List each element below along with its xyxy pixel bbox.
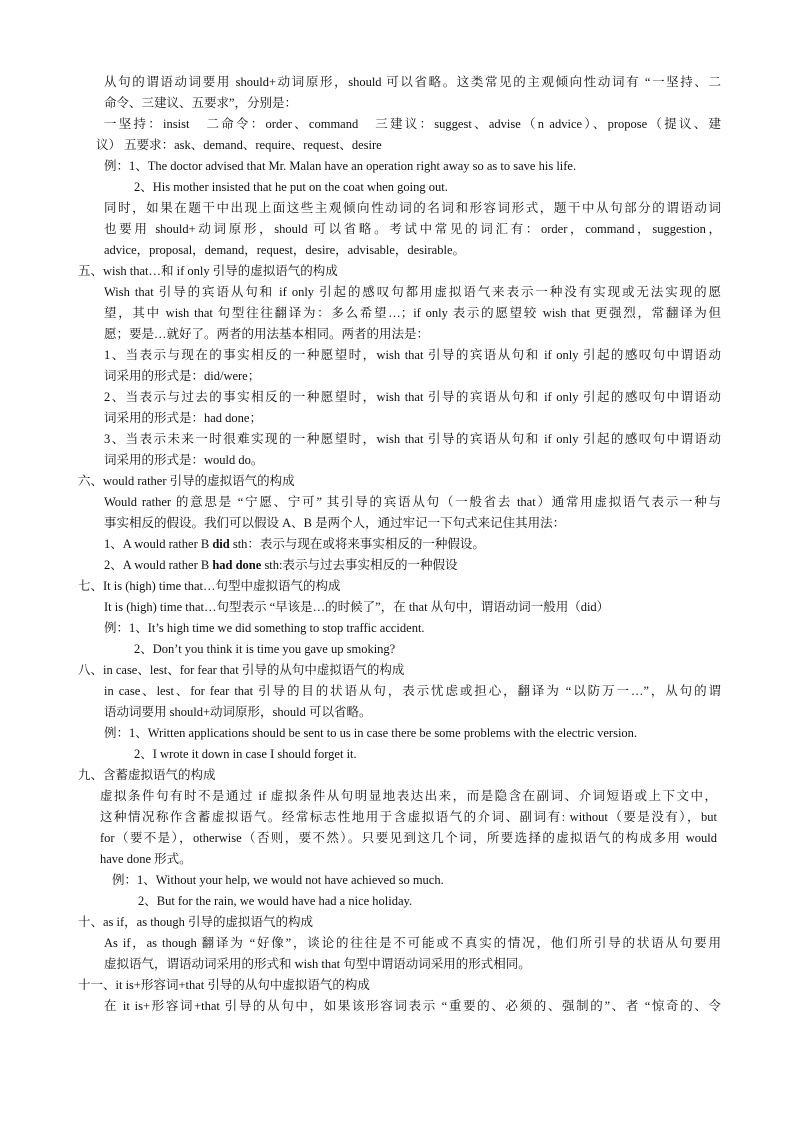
paragraph-line: 也要用 should+动词原形，should 可以省略。考试中常见的词汇有：order，command，suggestion， (104, 222, 721, 236)
example-line: 例：1、Without your help, we would not have achieved so much. (112, 873, 444, 887)
section-heading: 十、as if，as though 引导的虚拟语气的构成 (78, 915, 314, 929)
paragraph-line: 这种情况称作含蓄虚拟语气。经常标志性地用于含虚拟语气的介词、副词有: without（要是没有），but (100, 810, 717, 824)
section-heading: 七、It is (high) time that…句型中虚拟语气的构成 (78, 579, 341, 593)
list-item-text: 2、A would rather B (104, 558, 213, 572)
paragraph-line: 望，其中 wish that 句型往往翻译为：多么希望…；if only 表示的愿望较 wish that 更强烈，常翻译为但 (104, 306, 721, 320)
emphasis-text: had done (212, 558, 262, 572)
paragraph-line: in case、lest、for fear that 引导的目的状语从句，表示忧虑或担心，翻译为 “以防万一…”，从句的谓 (104, 684, 721, 698)
list-item-line: 词采用的形式是：would do。 (104, 453, 264, 467)
paragraph-line: 命令、三建议、五要求”，分别是： (104, 96, 298, 110)
list-item-text: sth：表示与现在或将来事实相反的一种假设。 (229, 537, 485, 551)
list-item-line: 词采用的形式是：had done； (104, 411, 262, 425)
example-line: 例：1、The doctor advised that Mr. Malan have an operation right away so as to save his life. (104, 159, 577, 173)
paragraph-line: advice，proposal，demand，request，desire，advisable，desirable。 (104, 243, 465, 257)
paragraph-line: Wish that 引导的宾语从句和 if only 引起的感叹句都用虚拟语气来表示一种没有实现或无法实现的愿 (104, 285, 721, 299)
paragraph-line: 在 it is+形容词+that 引导的从句中，如果该形容词表示 “重要的、必须的、强制的”、者 “惊奇的、令 (104, 999, 721, 1013)
paragraph-line: 事实相反的假设。我们可以假设 A、B 是两个人，通过牢记一下句式来记住其用法： (104, 516, 566, 530)
list-item-line: 2、当表示与过去的事实相反的一种愿望时，wish that 引导的宾语从句和 if only 引起的感叹句中谓语动 (104, 390, 721, 404)
paragraph-line: 同时，如果在题干中出现上面这些主观倾向性动词的名词和形容词形式，题干中从句部分的谓语动词 (104, 201, 721, 215)
paragraph-line: 愿；要是…就好了。两者的用法基本相同。两者的用法是： (104, 327, 430, 341)
list-item-line: 词采用的形式是：did/were； (104, 369, 261, 383)
section-heading: 九、含蓄虚拟语气的构成 (78, 768, 216, 782)
example-line: 2、His mother insisted that he put on the coat when going out. (134, 180, 448, 194)
paragraph-line: 一坚持：insist 二命令：order、command 三建议：suggest、advise（n advice）、propose（提议、建 (104, 117, 721, 131)
example-line: 2、Don’t you think it is time you gave up smoking? (134, 642, 396, 656)
paragraph-line: 虚拟条件句有时不是通过 if 虚拟条件从句明显地表达出来，而是隐含在副词、介词短语或上下文中， (100, 789, 717, 803)
paragraph-line: 从句的谓语动词要用 should+动词原形，should 可以省略。这类常见的主观倾向性动词有 “一坚持、二 (104, 75, 721, 89)
paragraph-line: It is (high) time that…句型表示 “早该是…的时候了”，在 that 从句中，谓语动词一般用（did） (104, 600, 610, 614)
paragraph-line: 议） 五要求：ask、demand、require、request、desire (96, 138, 382, 152)
example-line: 2、But for the rain, we would have had a nice holiday. (138, 894, 413, 908)
emphasis-text: did (212, 537, 230, 551)
section-heading: 八、in case、lest、for fear that 引导的从句中虚拟语气的构成 (78, 663, 405, 677)
list-item-text: sth:表示与过去事实相反的一种假设 (261, 558, 458, 572)
paragraph-line: 语动词要用 should+动词原形，should 可以省略。 (104, 705, 372, 719)
paragraph-line: Would rather 的意思是 “宁愿、宁可” 其引导的宾语从句（一般省去 that）通常用虚拟语气表示一种与 (104, 495, 721, 509)
example-line: 例：1、It’s high time we did something to stop traffic accident. (104, 621, 425, 635)
section-heading: 五、wish that…和 if only 引导的虚拟语气的构成 (78, 264, 338, 278)
example-line: 例：1、Written applications should be sent to us in case there be some problems with the electric version. (104, 726, 638, 740)
paragraph-line: 虚拟语气，谓语动词采用的形式和 wish that 句型中谓语动词采用的形式相同。 (104, 957, 531, 971)
section-heading: 六、would rather 引导的虚拟语气的构成 (78, 474, 295, 488)
section-heading: 十一、it is+形容词+that 引导的从句中虚拟语气的构成 (78, 978, 370, 992)
list-item-text: 1、A would rather B (104, 537, 213, 551)
paragraph-line: have done 形式。 (100, 852, 192, 866)
list-item-line (104, 534, 485, 555)
paragraph-line: As if，as though 翻译为 “好像”，谈论的往往是不可能或不真实的情况，他们所引导的状语从句要用 (104, 936, 721, 950)
paragraph-line: for（要不是），otherwise（否则，要不然）。只要见到这几个词，所要选择的虚拟语气的构成多用 would (100, 831, 717, 845)
list-item-line (104, 555, 458, 576)
list-item-line: 1、当表示与现在的事实相反的一种愿望时，wish that 引导的宾语从句和 if only 引起的感叹句中谓语动 (104, 348, 721, 362)
example-line: 2、I wrote it down in case I should forget it. (134, 747, 357, 761)
list-item-line: 3、当表示未来一时很难实现的一种愿望时，wish that 引导的宾语从句和 if only 引起的感叹句中谓语动 (104, 432, 721, 446)
